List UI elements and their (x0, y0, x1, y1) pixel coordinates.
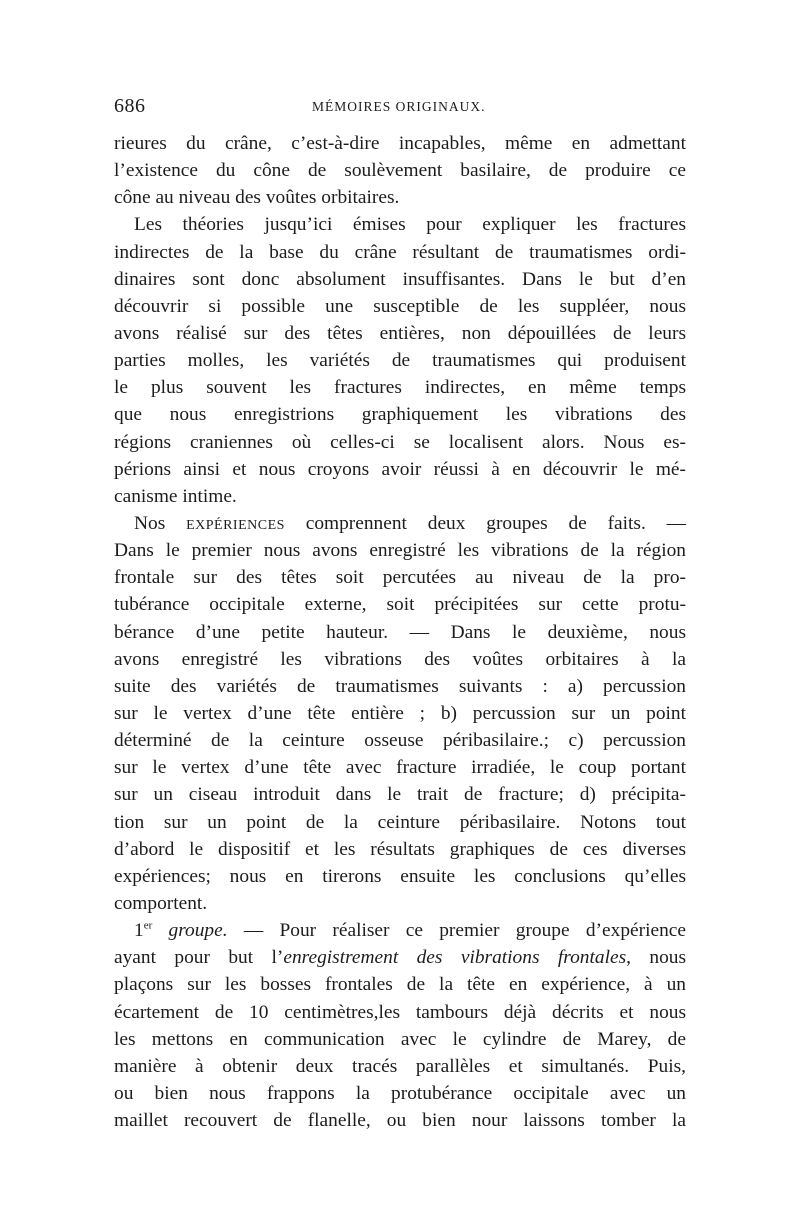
text-line: dinaires sont donc absolument insuffisantes. Dans le but d’en (114, 268, 686, 290)
text-line: manière à obtenir deux tracés parallèles et simultanés. Puis, (114, 1055, 686, 1077)
text-line: Les théories jusqu’ici émises pour expliquer les fractures (134, 214, 686, 236)
italic-heading: groupe. (168, 920, 228, 942)
text-line: indirectes de la base du crâne résultant de traumatismes ordi- (114, 241, 686, 263)
line-segment: ayant pour but l’ (114, 947, 284, 969)
body-text (114, 130, 686, 1134)
page-number: 686 (114, 95, 146, 117)
ordinal-suffix: er (143, 919, 153, 932)
text-line: sur le vertex d’une tête avec fracture irradiée, le coup portant (114, 757, 686, 779)
text-line: rieures du crâne, c’est-à-dire incapables, même en admettant (114, 133, 686, 154)
text-line: l’existence du cône de soulèvement basilaire, de produire ce (114, 160, 686, 182)
text-line: que nous enregistrions graphiquement les vibrations des (114, 404, 686, 426)
text-line: ou bien nous frappons la protubérance occipitale avec un (114, 1082, 686, 1104)
text-line (114, 510, 686, 537)
text-line: expériences; nous en tirerons ensuite les conclusions qu’elles (114, 865, 686, 887)
page-header (114, 95, 686, 123)
line-segment: comprennent deux groupes de faits. — (284, 512, 686, 534)
line-segment: — Pour réaliser ce premier groupe d’expérience (227, 920, 686, 942)
text-line: périons ainsi et nous croyons avoir réussi à en découvrir le mé- (114, 458, 686, 480)
text-line: d’abord le dispositif et les résultats graphiques de ces diverses (114, 838, 686, 860)
italic-phrase: enregistrement des vibrations frontales (283, 947, 627, 969)
text-line: sur le vertex d’une tête entière ; b) percussion sur un point (114, 702, 686, 724)
text-line: découvrir si possible une susceptible de les suppléer, nous (114, 295, 686, 317)
line-segment: Nos (134, 512, 187, 534)
text-line: frontale sur des têtes soit percutées au niveau de la pro- (114, 567, 686, 589)
text-line (114, 944, 686, 971)
text-line: tubérance occipitale externe, soit précipitées sur cette protu- (114, 594, 686, 616)
text-line: sur un ciseau introduit dans le trait de fracture; d) précipita- (114, 784, 686, 806)
text-line: avons enregistré les vibrations des voûtes orbitaires à la (114, 648, 686, 670)
text-line: plaçons sur les bosses frontales de la tête en expérience, à un (114, 974, 686, 996)
text-line: régions craniennes où celles-ci se localisent alors. Nous es- (114, 431, 686, 453)
text-line: parties molles, les variétés de traumatismes qui produisent (114, 350, 686, 372)
text-line: comportent. (114, 892, 208, 914)
text-line: avons réalisé sur des têtes entières, non dépouillées de leurs (114, 322, 686, 344)
text-line: les mettons en communication avec le cylindre de Marey, de (114, 1028, 686, 1050)
text-line: cône au niveau des voûtes orbitaires. (114, 187, 400, 209)
text-line: écartement de 10 centimètres,les tambours déjà décrits et nous (114, 1001, 686, 1023)
text-line: canisme intime. (114, 485, 237, 507)
text-line: bérance d’une petite hauteur. — Dans le deuxième, nous (114, 621, 686, 643)
section-number: 1 (134, 920, 144, 942)
line-segment: , nous (626, 947, 686, 969)
text-line: tion sur un point de la ceinture péribasilaire. Notons tout (114, 811, 686, 833)
text-line: Dans le premier nous avons enregistré les vibrations de la région (114, 540, 686, 562)
text-line: le plus souvent les fractures indirectes, en même temps (114, 377, 686, 399)
text-line: déterminé de la ceinture osseuse péribasilaire.; c) percussion (114, 730, 686, 752)
text-line (114, 917, 686, 944)
text-line: suite des variétés de traumatismes suivants : a) percussion (114, 675, 686, 697)
small-caps-heading: expériences (186, 512, 285, 534)
text-line: maillet recouvert de flanelle, ou bien nour laissons tomber la (114, 1110, 686, 1132)
running-title: MÉMOIRES ORIGINAUX. (312, 99, 486, 114)
